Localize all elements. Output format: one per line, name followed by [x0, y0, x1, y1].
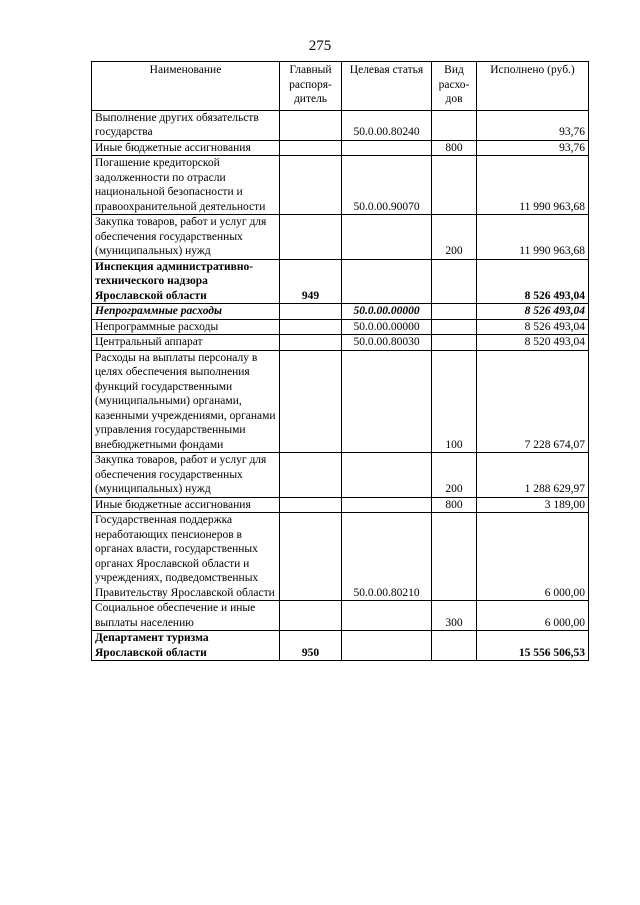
row-target-article: 50.0.00.80210 [342, 513, 432, 601]
header-main-manager: Главный распоря-дитель [280, 62, 342, 111]
row-main-manager [280, 156, 342, 215]
row-amount: 11 990 963,68 [477, 156, 589, 215]
row-name: Государственная поддержка неработающих пенсионеров в органах власти, государственных органах Ярославской области и учреждениях, подведомственных Правительству Ярославской области [92, 513, 280, 601]
row-name: Иные бюджетные ассигнования [92, 497, 280, 513]
row-expense-type [432, 156, 477, 215]
row-main-manager: 950 [280, 631, 342, 661]
row-target-article [342, 601, 432, 631]
row-amount: 8 526 493,04 [477, 319, 589, 335]
row-name: Закупка товаров, работ и услуг для обеспечения государственных (муниципальных) нужд [92, 453, 280, 498]
row-expense-type: 300 [432, 601, 477, 631]
row-main-manager [280, 513, 342, 601]
row-name: Расходы на выплаты персоналу в целях обеспечения выполнения функций государственными (муниципальными) органами, казенными учреждениями, органами управления государственными внебюджетными фондами [92, 350, 280, 453]
row-expense-type [432, 513, 477, 601]
row-amount: 1 288 629,97 [477, 453, 589, 498]
row-amount: 6 000,00 [477, 601, 589, 631]
row-amount: 3 189,00 [477, 497, 589, 513]
row-main-manager [280, 215, 342, 260]
row-name: Департамент туризма Ярославской области [92, 631, 280, 661]
row-main-manager [280, 110, 342, 140]
row-name: Непрограммные расходы [92, 304, 280, 320]
row-expense-type: 100 [432, 350, 477, 453]
row-expense-type [432, 319, 477, 335]
row-expense-type [432, 259, 477, 304]
row-expense-type: 800 [432, 140, 477, 156]
table-body [92, 110, 589, 661]
row-amount: 93,76 [477, 110, 589, 140]
row-amount: 93,76 [477, 140, 589, 156]
table-row [92, 215, 589, 260]
table-row [92, 259, 589, 304]
table-row [92, 350, 589, 453]
row-main-manager [280, 350, 342, 453]
row-name: Закупка товаров, работ и услуг для обеспечения государственных (муниципальных) нужд [92, 215, 280, 260]
table-row [92, 513, 589, 601]
table-row [92, 631, 589, 661]
row-target-article: 50.0.00.90070 [342, 156, 432, 215]
expenditure-table [91, 61, 589, 661]
row-target-article [342, 497, 432, 513]
row-target-article [342, 259, 432, 304]
table-row [92, 319, 589, 335]
table-header-row [92, 62, 589, 111]
table-row [92, 140, 589, 156]
row-amount: 6 000,00 [477, 513, 589, 601]
table-row [92, 453, 589, 498]
row-name: Иные бюджетные ассигнования [92, 140, 280, 156]
row-main-manager [280, 140, 342, 156]
row-main-manager: 949 [280, 259, 342, 304]
row-main-manager [280, 601, 342, 631]
row-target-article [342, 350, 432, 453]
header-target-article: Целевая статья [342, 62, 432, 111]
row-main-manager [280, 304, 342, 320]
row-amount: 15 556 506,53 [477, 631, 589, 661]
row-amount: 11 990 963,68 [477, 215, 589, 260]
row-target-article [342, 140, 432, 156]
row-target-article: 50.0.00.80030 [342, 335, 432, 351]
row-name: Социальное обеспечение и иные выплаты населению [92, 601, 280, 631]
row-name: Непрограммные расходы [92, 319, 280, 335]
row-amount: 8 526 493,04 [477, 304, 589, 320]
row-expense-type: 800 [432, 497, 477, 513]
table-row [92, 335, 589, 351]
row-expense-type [432, 304, 477, 320]
row-expense-type: 200 [432, 453, 477, 498]
row-target-article: 50.0.00.00000 [342, 304, 432, 320]
table-row [92, 601, 589, 631]
row-main-manager [280, 453, 342, 498]
row-main-manager [280, 319, 342, 335]
row-name: Выполнение других обязательств государства [92, 110, 280, 140]
header-expense-type: Вид расхо-дов [432, 62, 477, 111]
row-expense-type: 200 [432, 215, 477, 260]
table-row [92, 497, 589, 513]
table-row [92, 304, 589, 320]
row-expense-type [432, 335, 477, 351]
row-expense-type [432, 110, 477, 140]
row-target-article [342, 215, 432, 260]
header-name: Наименование [92, 62, 280, 111]
row-target-article: 50.0.00.80240 [342, 110, 432, 140]
row-target-article [342, 453, 432, 498]
row-name: Центральный аппарат [92, 335, 280, 351]
row-amount: 7 228 674,07 [477, 350, 589, 453]
row-target-article [342, 631, 432, 661]
row-target-article: 50.0.00.00000 [342, 319, 432, 335]
row-name: Инспекция административно-технического надзора Ярославской области [92, 259, 280, 304]
row-main-manager [280, 497, 342, 513]
table-row [92, 110, 589, 140]
row-expense-type [432, 631, 477, 661]
row-amount: 8 526 493,04 [477, 259, 589, 304]
row-main-manager [280, 335, 342, 351]
page-number: 275 [308, 38, 332, 54]
table-row [92, 156, 589, 215]
row-name: Погашение кредиторской задолженности по отрасли национальной безопасности и правоохранительной деятельности [92, 156, 280, 215]
header-executed: Исполнено (руб.) [477, 62, 589, 111]
row-amount: 8 520 493,04 [477, 335, 589, 351]
